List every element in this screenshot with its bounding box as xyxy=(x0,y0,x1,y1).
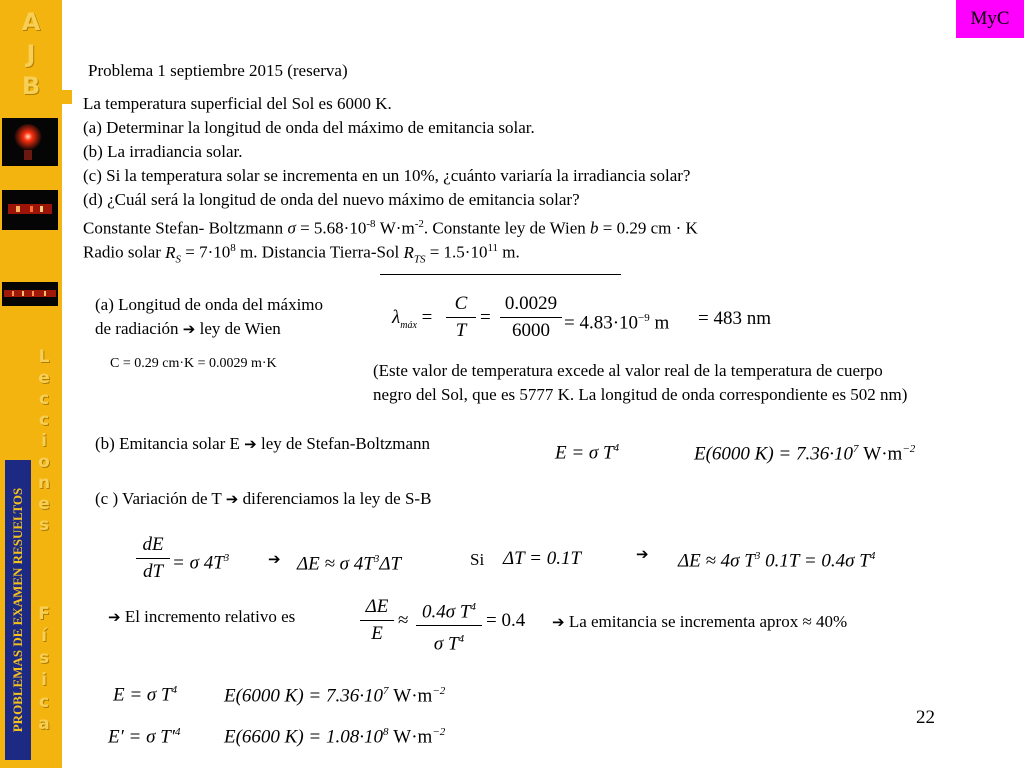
sidebar-letter: a xyxy=(38,714,50,734)
part-a-law: ley de Wien xyxy=(199,319,281,338)
conclusion-text: La emitancia se incrementa aprox ≈ 40% xyxy=(568,612,848,631)
delta-e-result: ΔE ≈ 4σ $T^3$ 0.1T = 0.4σ $T^4$ xyxy=(678,550,876,572)
arrow-icon: ➔ xyxy=(636,545,649,563)
derivative-fraction: $\frac{dE}{dT}$ xyxy=(136,532,170,585)
problem-line: (c) Si la temperatura solar se incrementa en un 10%, ¿cuánto variaría la irradiancia solar? xyxy=(83,166,691,185)
sidebar-letter: i xyxy=(41,670,47,690)
final-eq-1: E = σ $T^4$ xyxy=(113,684,178,706)
problem-title: Problema 1 septiembre 2015 (reserva) xyxy=(88,61,348,80)
relative-increase-text: El incremento relativo es xyxy=(124,607,296,626)
problem-line: La temperatura superficial del Sol es 6000 K. xyxy=(83,94,392,113)
final-eq-2: E′ = σ $T'^4$ xyxy=(108,726,181,748)
part-b-law: ley de Stefan-Boltzmann xyxy=(261,434,431,453)
final-value-2: E(6600 $K) = 1.08\cdot 10^8$ $W\cdot m^{-2}$ xyxy=(224,726,446,748)
sidebar-tick xyxy=(58,90,72,104)
lambda-result-nm: = 483 nm xyxy=(698,308,771,329)
part-c-label xyxy=(95,487,431,511)
vertical-banner xyxy=(5,460,31,760)
sidebar-letter: e xyxy=(38,494,50,514)
page-number: 22 xyxy=(916,707,935,728)
lambda-result: = $4.83\cdot 10^{-9}$ m xyxy=(564,312,670,334)
sidebar-letter: c xyxy=(38,389,50,409)
separator-line xyxy=(380,274,621,275)
derivative-rhs: = σ $4T^3$ xyxy=(172,552,230,574)
relative-fraction-2: $\frac{0.4\sigma T^4}{\sigma T^4}$ xyxy=(416,594,482,658)
logo-letter-a: A xyxy=(21,8,41,36)
emittance-6000: E(6000 $K) = 7.36\cdot 10^7$ $W\cdot m^{-2}$ xyxy=(694,443,916,465)
arrow-icon: ➔ xyxy=(244,435,257,453)
lambda-max: $\lambda_{máx}$ = xyxy=(392,307,433,331)
part-c-label-text: (c ) Variación de T xyxy=(95,489,222,508)
constants-line: Constante Stefan- Boltzmann $\sigma = 5.68\cdot 10^{-8}$ $W\cdot m^{-2}$. Constante ley de Wien b = 0.29 cm · K xyxy=(83,218,698,238)
approx-sign: ≈ xyxy=(398,610,409,631)
sidebar-letter: o xyxy=(38,452,50,472)
relative-increase-label xyxy=(108,605,295,629)
arrow-icon: ➔ xyxy=(552,613,565,631)
problem-line: (a) Determinar la longitud de onda del máximo de emitancia solar. xyxy=(83,118,535,137)
sidebar-letter: s xyxy=(38,515,50,535)
sidebar-letter: s xyxy=(38,648,50,668)
problem-line: (d) ¿Cuál será la longitud de onda del nuevo máximo de emitancia solar? xyxy=(83,190,580,209)
delta-e-approx: ΔE ≈ σ $4T^3\Delta T$ xyxy=(297,553,402,575)
stefan-boltzmann-eq: E = σ $T^4$ xyxy=(555,442,620,464)
sidebar-letter: F xyxy=(38,604,50,624)
relative-fraction: $\frac{\Delta E}{E}$ xyxy=(360,594,394,647)
part-a-label: (a) Longitud de onda del máximo xyxy=(95,295,324,314)
part-b-label-text: (b) Emitancia solar E xyxy=(95,434,240,453)
wien-fraction: $\frac{C}{T}$ xyxy=(446,291,476,344)
vertical-banner-label: PROBLEMAS DE EXAMEN RESUELTOS xyxy=(10,487,25,733)
part-a-label-text: de radiación xyxy=(95,319,179,338)
arrow-icon: ➔ xyxy=(268,550,281,568)
spectrum-band-photo xyxy=(2,282,58,306)
sidebar-letter: i xyxy=(41,431,47,451)
sidebar-letter: c xyxy=(38,692,50,712)
final-value-1: E(6000 $K) = 7.36\cdot 10^7$ $W\cdot m^{-2}$ xyxy=(224,685,446,707)
arrow-icon: ➔ xyxy=(225,490,239,508)
problem-line: (b) La irradiancia solar. xyxy=(83,142,243,161)
arrow-icon: ➔ xyxy=(108,608,121,626)
equals-sign: = xyxy=(480,307,491,328)
sidebar-letter: e xyxy=(38,368,50,388)
lamp-photo xyxy=(2,118,58,166)
delta-t-eq: ΔT = 0.1T xyxy=(503,548,582,569)
part-a-label-2 xyxy=(95,317,281,341)
sidebar-letter: n xyxy=(37,473,51,493)
part-c-method: diferenciamos la ley de S-B xyxy=(242,489,432,508)
si-label: Si xyxy=(470,550,485,569)
c-equation: C = 0.29 cm·K = 0.0029 m·K xyxy=(110,356,277,371)
wien-numeric-fraction: $\frac{0.0029}{6000}$ xyxy=(500,291,562,344)
note-line: (Este valor de temperatura excede al valor real de la temperatura de cuerpo xyxy=(373,361,883,380)
myc-badge[interactable]: MyC xyxy=(956,0,1024,38)
arrow-icon: ➔ xyxy=(182,320,196,338)
relative-result: = 0.4 xyxy=(486,610,526,631)
sidebar-letter: í xyxy=(41,626,47,646)
logo-letter-j: J xyxy=(26,40,36,68)
sidebar-letter: c xyxy=(38,410,50,430)
part-b-label xyxy=(95,432,430,456)
spectrum-photo xyxy=(2,190,58,230)
note-line: negro del Sol, que es 5777 K. La longitud de onda correspondiente es 502 nm) xyxy=(373,385,908,404)
sidebar-letter: L xyxy=(38,347,50,367)
conclusion xyxy=(552,610,847,634)
logo-letter-b: B xyxy=(21,72,41,100)
constants-line-2: Radio solar $R_S = 7\cdot 10^8$ m. Distancia Tierra-Sol $R_{TS} = 1.5\cdot 10^{11}$ m. xyxy=(83,242,520,266)
